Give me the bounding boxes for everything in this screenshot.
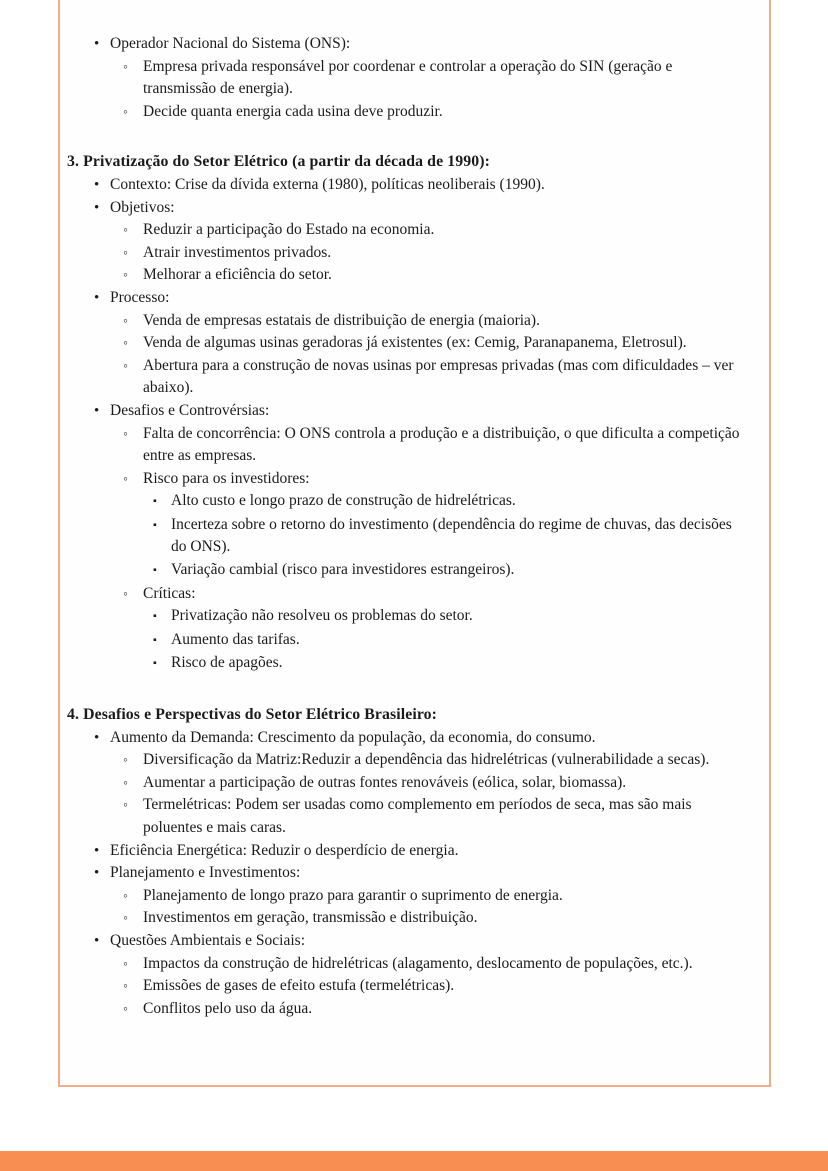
list-item-text: Aumento da Demanda: Crescimento da população, da economia, do consumo. (110, 728, 596, 746)
list-item (60, 629, 743, 653)
heading-text: 4. Desafios e Perspectivas do Setor Elétrico Brasileiro: (67, 706, 438, 724)
list-item (60, 772, 743, 795)
list-item-text: Aumento das tarifas. (171, 630, 300, 648)
list-item-text: Risco para os investidores: (143, 469, 310, 487)
list-item-text: Investimentos em geração, transmissão e distribuição. (143, 909, 478, 927)
list-item (60, 219, 743, 242)
list-item-text: Desafios e Controvérsias: (110, 401, 270, 419)
list-item (60, 975, 743, 998)
list-item (60, 490, 743, 514)
list-item (60, 197, 743, 220)
bullet-circle-icon: ◦ (123, 312, 128, 328)
list-item (60, 264, 743, 287)
list-item (60, 332, 743, 355)
list-item (60, 998, 743, 1021)
list-item-text: Questões Ambientais e Sociais: (110, 931, 306, 949)
bullet-circle-icon: ◦ (123, 58, 128, 74)
bullet-disc-icon: • (94, 36, 100, 52)
list-item-text: Aumentar a participação de outras fontes renováveis (eólica, solar, biomassa). (143, 773, 627, 791)
list-item (60, 468, 743, 491)
list-item-text: Objetivos: (110, 198, 175, 216)
bullet-circle-icon: ◦ (123, 470, 128, 486)
bullet-disc-icon: • (94, 842, 100, 859)
list-item-text: Contexto: Crise da dívida externa (1980), políticas neoliberais (1990). (110, 175, 545, 193)
bullet-circle-icon: ◦ (123, 267, 128, 283)
bullet-disc-icon: • (94, 932, 100, 949)
bullet-circle-icon: ◦ (123, 887, 128, 903)
list-item (60, 930, 743, 953)
list-item-text: Falta de concorrência: O ONS controla a produção e a distribuição, o que dificulta a competição entre as empresas. (143, 424, 740, 465)
list-item-text: Processo: (110, 288, 170, 306)
bullet-circle-icon: ◦ (123, 425, 128, 441)
bullet-circle-icon: ◦ (123, 103, 128, 119)
list-item-text: Alto custo e longo prazo de construção de hidrelétricas. (171, 492, 516, 510)
bullet-circle-icon: ◦ (123, 955, 128, 971)
list-item-text: Planejamento de longo prazo para garantir o suprimento de energia. (143, 886, 563, 904)
list-item (60, 101, 743, 124)
list-item-text: Venda de algumas usinas geradoras já existentes (ex: Cemig, Paranapanema, Eletrosul). (143, 334, 687, 352)
list-item-text: Risco de apagões. (171, 654, 283, 672)
list-item-text: Planejamento e Investimentos: (110, 864, 301, 882)
section-heading (60, 704, 743, 727)
list-item (60, 400, 743, 423)
list-item (60, 862, 743, 885)
bullet-square-icon: ▪ (153, 565, 157, 577)
list-item-text: Incerteza sobre o retorno do investimento (dependência do regime de chuvas, das decisões do ONS). (171, 515, 732, 556)
list-item-text: Impactos da construção de hidrelétricas (alagamento, deslocamento de populações, etc.). (143, 954, 693, 972)
list-item-text: Eficiência Energética: Reduzir o desperdício de energia. (110, 841, 459, 859)
list-item-text: Conflitos pelo uso da água. (143, 999, 313, 1017)
heading-text: 3. Privatização do Setor Elétrico (a partir da década de 1990): (67, 153, 490, 171)
list-item-text: Venda de empresas estatais de distribuição de energia (maioria). (143, 311, 540, 329)
list-item (60, 310, 743, 333)
list-item-text: Críticas: (143, 584, 196, 602)
bullet-disc-icon: • (94, 199, 100, 216)
footer-accent-bar (0, 1151, 828, 1171)
bullet-disc-icon: • (94, 402, 100, 419)
list-item (60, 749, 743, 772)
list-item-text: Atrair investimentos privados. (143, 243, 332, 261)
list-item-text: Abertura para a construção de novas usinas por empresas privadas (mas com dificuldades – ver abaixo). (143, 356, 734, 397)
list-item (60, 242, 743, 265)
list-item (60, 423, 743, 468)
list-item (60, 33, 743, 56)
list-item-text: Termelétricas: Podem ser usadas como complemento em períodos de seca, mas são mais poluentes e mais caras. (143, 796, 692, 836)
list-item (60, 559, 743, 583)
list-item-text: Empresa privada responsável por coordenar e controlar a operação do SIN (geração e transmissão de energia). (143, 57, 673, 98)
bullet-square-icon: ▪ (153, 611, 157, 623)
notes-outline (60, 33, 743, 1020)
list-item-text: Melhorar a eficiência do setor. (143, 266, 332, 284)
bullet-disc-icon: • (94, 289, 100, 306)
notes-content-box (58, 0, 771, 1087)
bullet-circle-icon: ◦ (123, 222, 128, 238)
list-item (60, 652, 743, 676)
list-item (60, 287, 743, 310)
bullet-circle-icon: ◦ (123, 357, 128, 373)
bullet-square-icon: ▪ (153, 496, 157, 508)
list-item (60, 56, 743, 101)
list-item (60, 174, 743, 197)
bullet-circle-icon: ◦ (123, 335, 128, 351)
list-item-text: Reduzir a participação do Estado na economia. (143, 221, 435, 239)
list-item (60, 840, 743, 863)
list-item-text: Operador Nacional do Sistema (ONS): (110, 35, 351, 52)
list-item (60, 953, 743, 976)
list-item (60, 605, 743, 629)
bullet-circle-icon: ◦ (123, 585, 128, 601)
list-item (60, 907, 743, 930)
bullet-disc-icon: • (94, 729, 100, 746)
bullet-disc-icon: • (94, 865, 100, 882)
list-item-text: Privatização não resolveu os problemas do setor. (171, 607, 473, 625)
list-item-text: Decide quanta energia cada usina deve produzir. (143, 102, 443, 120)
list-item (60, 583, 743, 606)
bullet-circle-icon: ◦ (123, 774, 128, 790)
bullet-circle-icon: ◦ (123, 910, 128, 926)
list-item (60, 885, 743, 908)
bullet-square-icon: ▪ (153, 634, 157, 646)
section-heading (60, 151, 743, 174)
bullet-circle-icon: ◦ (123, 797, 128, 813)
list-item (60, 794, 743, 839)
list-item-text: Diversificação da Matriz:Reduzir a dependência das hidrelétricas (vulnerabilidade a secas). (143, 751, 710, 769)
list-item-text: Emissões de gases de efeito estufa (termelétricas). (143, 977, 455, 995)
list-item (60, 727, 743, 750)
bullet-square-icon: ▪ (153, 519, 157, 531)
bullet-square-icon: ▪ (153, 658, 157, 670)
list-item (60, 514, 743, 559)
bullet-disc-icon: • (94, 176, 100, 193)
bullet-circle-icon: ◦ (123, 752, 128, 768)
bullet-circle-icon: ◦ (123, 1000, 128, 1016)
bullet-circle-icon: ◦ (123, 978, 128, 994)
bullet-circle-icon: ◦ (123, 244, 128, 260)
list-item (60, 355, 743, 400)
list-item-text: Variação cambial (risco para investidores estrangeiros). (171, 561, 515, 579)
